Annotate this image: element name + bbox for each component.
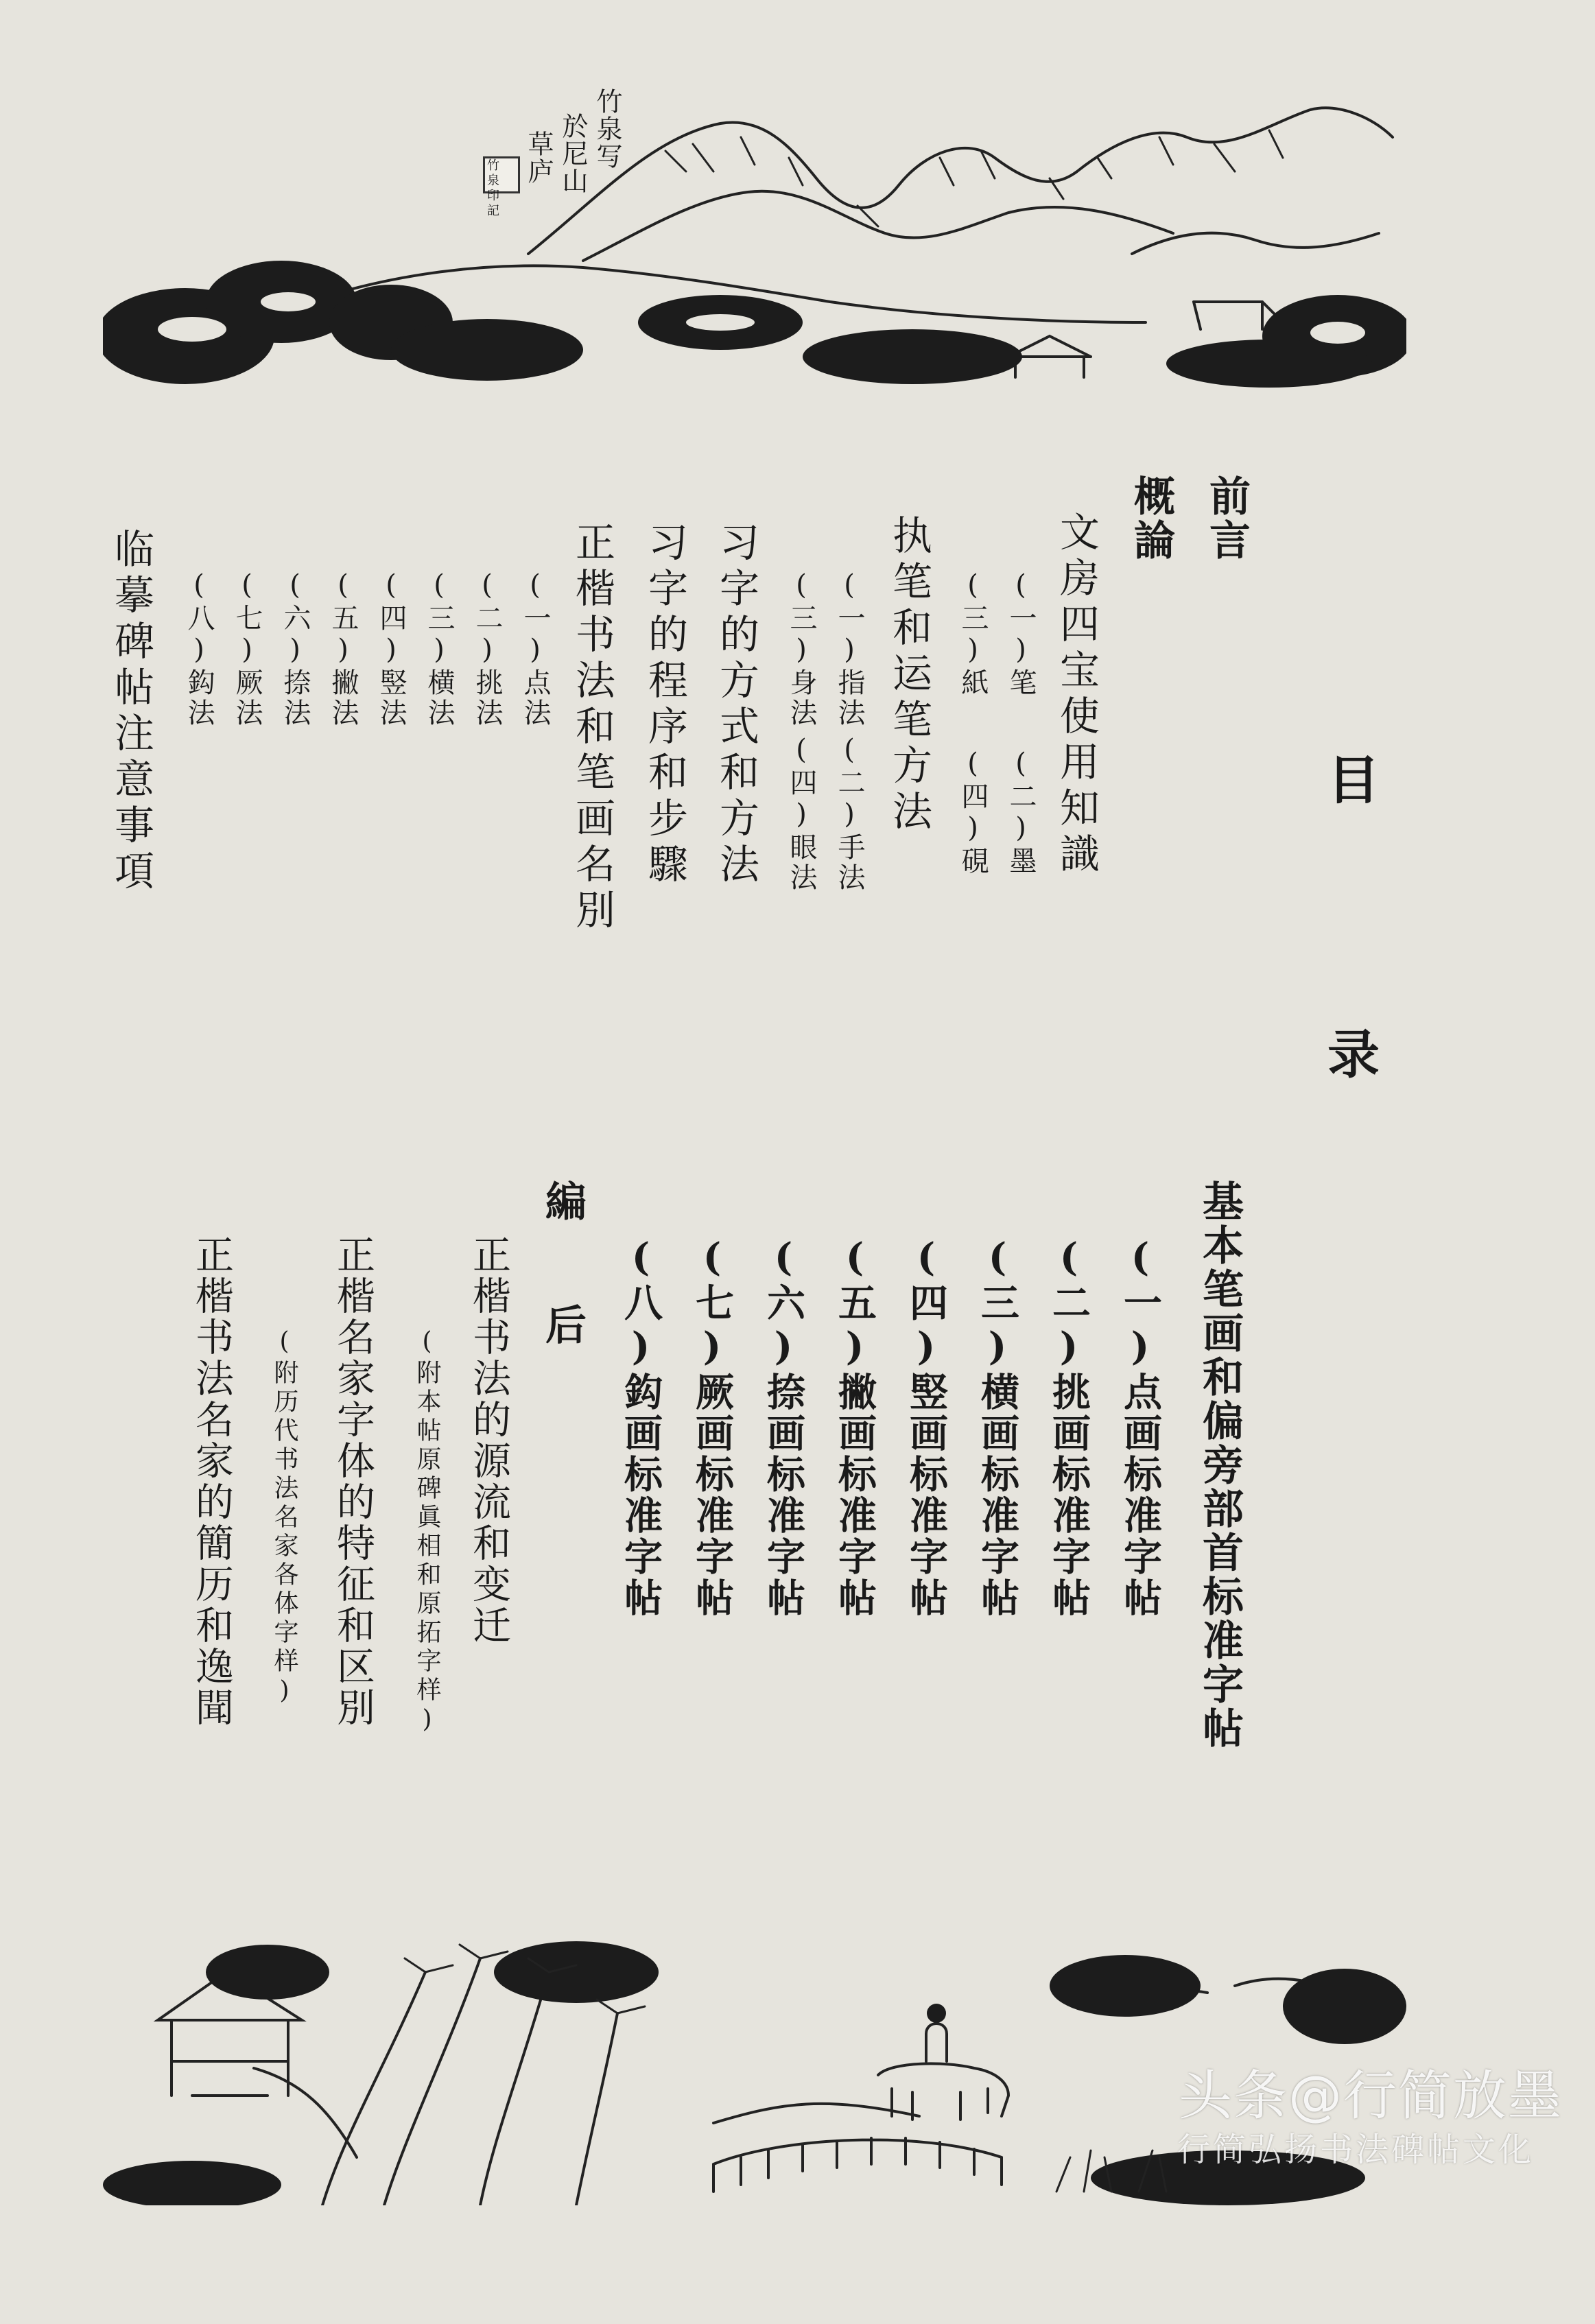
toc-item-finger-method: (一)指法 bbox=[834, 569, 865, 728]
toc-appendix-origins: 正楷书法的源流和变迁 bbox=[466, 1235, 511, 1646]
toc-appendix-masters-styles-note: (附历代书法名家各体字样) bbox=[270, 1327, 298, 1709]
toc-item-jue: (七)厥法 bbox=[231, 569, 263, 728]
toc-copybook-horizontal: (三)横画标准字帖 bbox=[975, 1235, 1020, 1619]
toc-appendix-masters-bios: 正楷书法名家的簡历和逸聞 bbox=[189, 1235, 234, 1729]
toc-section-copying-notes: 临摹碑帖注意事項 bbox=[108, 528, 154, 896]
painting-inscription-col-2: 於尼山 bbox=[558, 112, 588, 195]
toc-item-paper: (三)紙 bbox=[957, 569, 989, 698]
toc-copybook-right-falling: (六)捺画标准字帖 bbox=[761, 1235, 806, 1619]
toc-copybook-jue: (七)厥画标准字帖 bbox=[689, 1235, 735, 1619]
toc-item-brush: (一)笔 bbox=[1005, 569, 1037, 698]
toc-item-inkstone: (四)硯 bbox=[957, 748, 989, 877]
toc-copybook-hook: (八)鈎画标准字帖 bbox=[618, 1235, 663, 1619]
toc-appendix-masters-styles: 正楷名家字体的特征和区別 bbox=[331, 1235, 375, 1729]
toc-item-hand-method: (二)手法 bbox=[834, 734, 865, 893]
toc-item-vertical: (四)竪法 bbox=[375, 569, 407, 728]
toc-section-stationery: 文房四宝使用知識 bbox=[1053, 511, 1100, 879]
toc-item-body-method: (三)身法 bbox=[785, 569, 817, 728]
toc-item-right-falling: (六)捺法 bbox=[279, 569, 311, 728]
toc-section-stroke-names: 正楷书法和笔画名別 bbox=[569, 521, 615, 935]
title-char-lu: 录 bbox=[1327, 1024, 1380, 1085]
toc-section-practice-steps: 习字的程序和步驟 bbox=[641, 521, 688, 889]
toc-item-hook: (八)鈎法 bbox=[183, 569, 215, 728]
toc-item-rise: (二)挑法 bbox=[471, 569, 503, 728]
watermark bbox=[1174, 2048, 1574, 2168]
landscape-ink-painting bbox=[103, 96, 1406, 388]
toc-copybook-rise: (二)挑画标准字帖 bbox=[1046, 1235, 1091, 1619]
title-char-mu: 目 bbox=[1327, 750, 1380, 811]
watermark-subtitle: 行简弘扬书法碑帖文化 bbox=[1177, 2131, 1535, 2169]
toc-section-brush-holding: 执笔和运笔方法 bbox=[886, 514, 932, 836]
toc-section-practice-methods: 习字的方式和方法 bbox=[713, 521, 759, 889]
watermark-title: 头条@行简放墨 bbox=[1179, 2065, 1563, 2127]
painting-inscription-col-1: 竹泉写 bbox=[592, 88, 622, 170]
toc-section-standard-copybook: 基本笔画和偏旁部首标准字帖 bbox=[1196, 1180, 1244, 1751]
toc-overview: 概論 bbox=[1127, 475, 1175, 562]
toc-appendix-label: 編后 bbox=[539, 1180, 587, 1427]
painting-inscription-col-3: 草庐 bbox=[523, 130, 554, 185]
toc-item-ink: (二)墨 bbox=[1005, 748, 1037, 877]
toc-copybook-dot: (一)点画标准字帖 bbox=[1118, 1235, 1163, 1619]
toc-item-left-falling: (五)撇法 bbox=[327, 569, 359, 728]
toc-item-dot: (一)点法 bbox=[519, 569, 551, 728]
artist-seal: 竹泉印記 bbox=[483, 156, 520, 193]
toc-appendix-origins-note: (附本帖原碑眞相和原拓字样) bbox=[413, 1327, 441, 1738]
toc-copybook-left-falling: (五)撇画标准字帖 bbox=[832, 1235, 877, 1619]
toc-copybook-vertical: (四)竪画标准字帖 bbox=[903, 1235, 949, 1619]
toc-item-horizontal: (三)横法 bbox=[423, 569, 455, 728]
toc-item-eye-method: (四)眼法 bbox=[785, 734, 817, 893]
toc-preface: 前言 bbox=[1203, 475, 1251, 562]
top-illustration bbox=[103, 96, 1406, 388]
